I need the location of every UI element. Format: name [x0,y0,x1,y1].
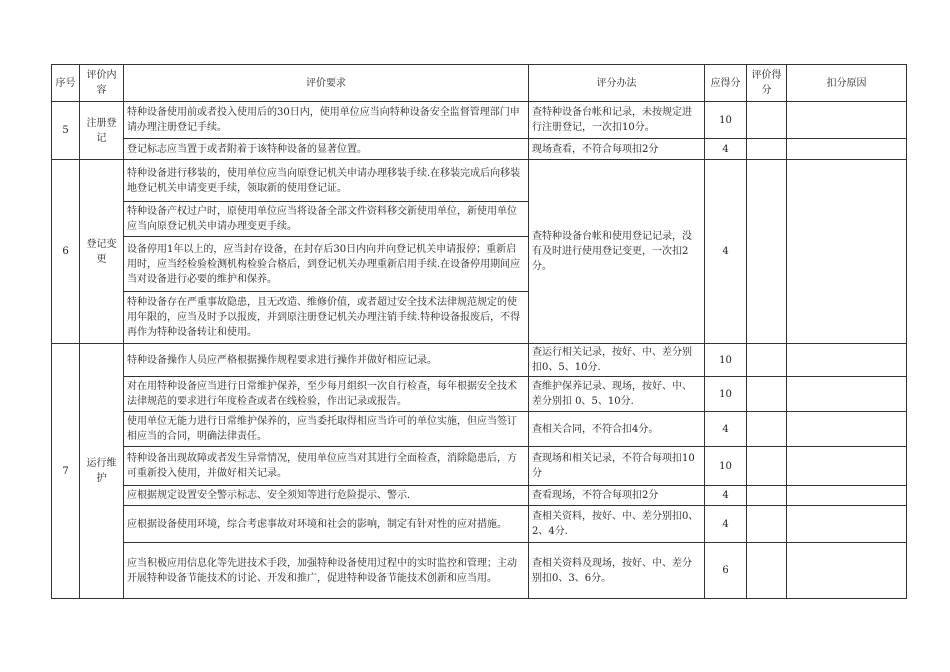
max-score-cell: 10 [705,447,747,486]
header-no: 序号 [52,65,80,102]
table-row [52,377,907,412]
group-item: 运行维护 [80,344,124,599]
max-score-cell: 10 [705,344,747,377]
reason-cell[interactable] [787,412,907,447]
score-cell[interactable] [747,412,787,447]
group-no: 6 [52,160,80,344]
score-cell[interactable] [747,102,787,139]
requirement-cell: 登记标志应当置于或者附着于该特种设备的显著位置。 [124,139,529,160]
reason-cell[interactable] [787,102,907,139]
reason-cell[interactable] [787,160,907,344]
requirement-cell: 特种设备出现故障或者发生异常情况，使用单位应当对其进行全面检查，消除隐患后，方可重新投入使用，并做好相关记录。 [124,447,529,486]
reason-cell[interactable] [787,543,907,599]
table-row [52,486,907,506]
requirement-cell: 特种设备使用前或者投入使用后的30日内，使用单位应当向特种设备安全监督管理部门申请办理注册登记手续。 [124,102,529,139]
max-score-cell: 4 [705,486,747,506]
table-row [52,344,907,377]
header-requirement: 评价要求 [124,65,529,102]
requirement-cell: 应根据设备使用环境，综合考虑事故对环境和社会的影响，制定有针对性的应对措施。 [124,506,529,543]
header-item: 评价内容 [80,65,124,102]
reason-cell[interactable] [787,506,907,543]
reason-cell[interactable] [787,344,907,377]
reason-cell[interactable] [787,139,907,160]
score-cell[interactable] [747,160,787,344]
score-cell[interactable] [747,506,787,543]
requirement-cell: 对在用特种设备应当进行日常维护保养，至少每月组织一次自行检查，每年根据安全技术法律规范的要求进行年度检查或者在线检验，作出记录或报告。 [124,377,529,412]
max-score-cell: 6 [705,543,747,599]
score-cell[interactable] [747,543,787,599]
method-cell: 查现场和相关记录，不符合每项扣10分 [529,447,705,486]
group-no: 5 [52,102,80,160]
requirement-cell: 应根据规定设置安全警示标志、安全须知等进行危险提示、警示. [124,486,529,506]
reason-cell[interactable] [787,486,907,506]
header-max-score: 应得分 [705,65,747,102]
group-no: 7 [52,344,80,599]
method-cell: 查特种设备台帐和使用登记记录，没有及时进行使用登记变更，一次扣2分。 [529,160,705,344]
max-score-cell: 4 [705,160,747,344]
header-row [52,65,907,102]
method-cell: 查特种设备台帐和记录，未按规定进行注册登记，一次扣10分。 [529,102,705,139]
requirement-cell: 设备停用1年以上的，应当封存设备，在封存后30日内向并向登记机关申请报停；重新启用时，应当经检验检测机构检验合格后，到登记机关办理重新启用手续.在设备停用期间应当对设备进行必要的维护和保养。 [124,237,529,292]
max-score-cell: 10 [705,102,747,139]
method-cell: 现场查看，不符合每项扣2分 [529,139,705,160]
requirement-cell: 特种设备操作人员应严格根据操作规程要求进行操作并做好相应记录。 [124,344,529,377]
score-cell[interactable] [747,377,787,412]
max-score-cell: 4 [705,412,747,447]
method-cell: 查运行相关记录，按好、中、差分别扣0、5、10分. [529,344,705,377]
method-cell: 查维护保养记录、现场，按好、中、差分别扣 0、5、10分. [529,377,705,412]
table-row [52,160,907,202]
evaluation-table [51,64,907,599]
max-score-cell: 10 [705,377,747,412]
requirement-cell: 特种设备产权过户时，原使用单位应当将设备全部文件资料移交新使用单位，新使用单位应当向原登记机关申请办理变更手续。 [124,202,529,237]
requirement-cell: 应当积极应用信息化等先进技术手段，加强特种设备使用过程中的实时监控和管理；主动开展特种设备节能技术的讨论、开发和推广，促进特种设备节能技术创新和应当用。 [124,543,529,599]
method-cell: 查看现场，不符合每项扣2分 [529,486,705,506]
reason-cell[interactable] [787,447,907,486]
reason-cell[interactable] [787,377,907,412]
method-cell: 查相关资料及现场，按好、中、差分别扣0、3、6分。 [529,543,705,599]
max-score-cell: 4 [705,506,747,543]
group-item: 注册登记 [80,102,124,160]
score-cell[interactable] [747,139,787,160]
requirement-cell: 特种设备存在严重事故隐患，且无改造、维修价值，或者超过安全技术法律规范规定的使用年限的，应当及时予以报废，并到原注册登记机关办理注销手续.特种设备报废后，不得再作为特种设备转让和使用。 [124,292,529,344]
method-cell: 查相关资料，按好、中、差分别扣0、2、4分. [529,506,705,543]
requirement-cell: 特种设备进行移装的，使用单位应当向原登记机关申请办理移装手续.在移装完成后向移装地登记机关申请变更手续，领取新的使用登记证。 [124,160,529,202]
table-row [52,506,907,543]
score-cell[interactable] [747,447,787,486]
requirement-cell: 使用单位无能力进行日常维护保养的，应当委托取得相应当许可的单位实施，但应当签订相应当的合同，明确法律责任。 [124,412,529,447]
table-row [52,447,907,486]
table-row [52,543,907,599]
header-score: 评价得分 [747,65,787,102]
score-cell[interactable] [747,344,787,377]
table-row [52,139,907,160]
group-item: 登记变更 [80,160,124,344]
table-row [52,412,907,447]
header-method: 评分办法 [529,65,705,102]
score-cell[interactable] [747,486,787,506]
method-cell: 查相关合同，不符合扣4分。 [529,412,705,447]
max-score-cell: 4 [705,139,747,160]
table-row [52,102,907,139]
header-reason: 扣分原因 [787,65,907,102]
